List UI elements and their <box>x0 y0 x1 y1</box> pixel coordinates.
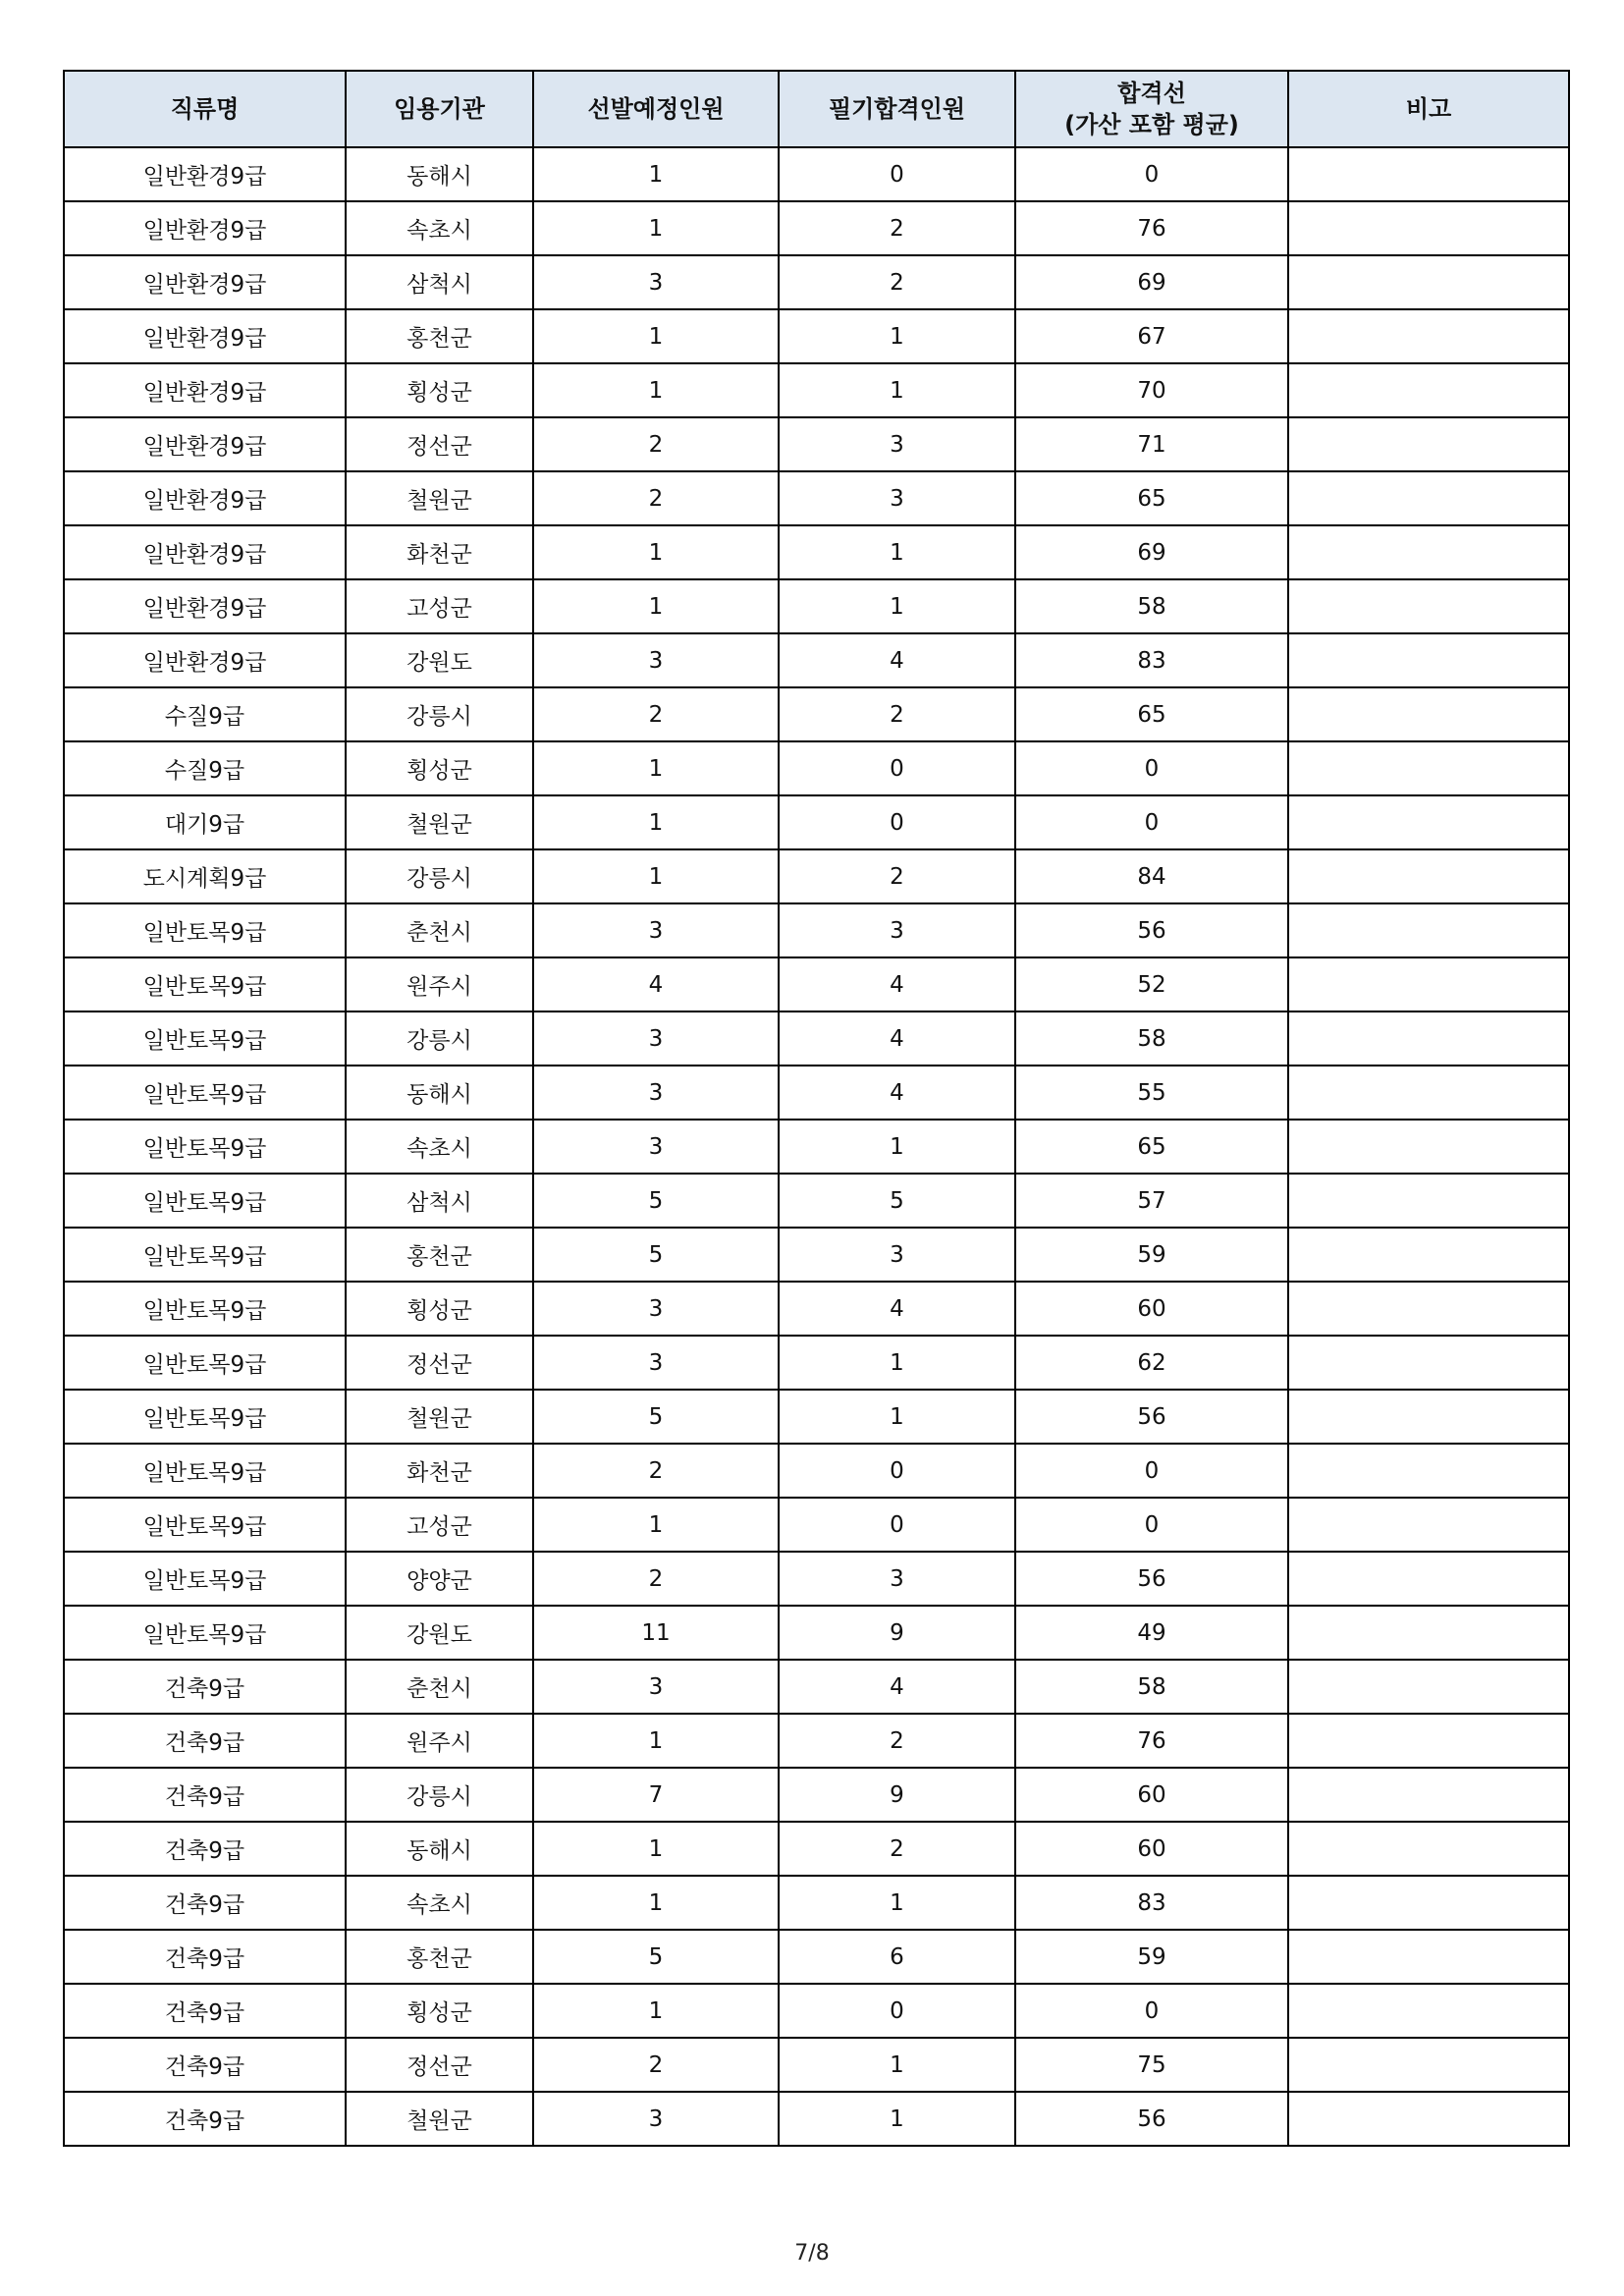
passed-count-cell: 3 <box>779 1228 1015 1282</box>
note-cell <box>1288 579 1569 633</box>
agency-cell: 철원군 <box>346 1390 533 1444</box>
table-row <box>64 255 1569 309</box>
agency-cell: 속초시 <box>346 1120 533 1174</box>
passed-count-cell: 3 <box>779 471 1015 525</box>
table-row <box>64 903 1569 957</box>
job-type-cell: 건축9급 <box>64 1822 346 1876</box>
note-cell <box>1288 1498 1569 1552</box>
table-row <box>64 201 1569 255</box>
agency-cell: 강릉시 <box>346 1768 533 1822</box>
table-row <box>64 1876 1569 1930</box>
cutline-cell: 69 <box>1015 255 1288 309</box>
job-type-cell: 건축9급 <box>64 2038 346 2092</box>
agency-cell: 속초시 <box>346 1876 533 1930</box>
table-row <box>64 741 1569 795</box>
planned-count-cell: 3 <box>533 2092 779 2146</box>
agency-cell: 홍천군 <box>346 1228 533 1282</box>
passed-count-cell: 0 <box>779 147 1015 201</box>
job-type-cell: 일반토목9급 <box>64 903 346 957</box>
agency-cell: 화천군 <box>346 1444 533 1498</box>
planned-count-cell: 5 <box>533 1174 779 1228</box>
cutline-cell: 58 <box>1015 1011 1288 1066</box>
planned-count-cell: 2 <box>533 1552 779 1606</box>
planned-count-cell: 4 <box>533 957 779 1011</box>
agency-cell: 강원도 <box>346 633 533 687</box>
passed-count-cell: 1 <box>779 579 1015 633</box>
passed-count-cell: 4 <box>779 1660 1015 1714</box>
table-row <box>64 633 1569 687</box>
job-type-cell: 일반토목9급 <box>64 1444 346 1498</box>
results-table <box>63 70 1570 2147</box>
note-cell <box>1288 1822 1569 1876</box>
note-cell <box>1288 1282 1569 1336</box>
agency-cell: 강릉시 <box>346 687 533 741</box>
cutline-cell: 58 <box>1015 579 1288 633</box>
header-passed-count <box>779 71 1015 147</box>
passed-count-cell: 5 <box>779 1174 1015 1228</box>
note-cell <box>1288 1660 1569 1714</box>
passed-count-cell: 4 <box>779 1066 1015 1120</box>
note-cell <box>1288 2092 1569 2146</box>
planned-count-cell: 1 <box>533 363 779 417</box>
passed-count-cell: 2 <box>779 255 1015 309</box>
table-row <box>64 525 1569 579</box>
planned-count-cell: 1 <box>533 147 779 201</box>
passed-count-cell: 2 <box>779 1822 1015 1876</box>
job-type-cell: 일반환경9급 <box>64 471 346 525</box>
job-type-cell: 일반토목9급 <box>64 1606 346 1660</box>
header-planned-count: 선발예정인원 <box>533 71 779 147</box>
passed-count-cell: 0 <box>779 795 1015 849</box>
passed-count-cell: 0 <box>779 741 1015 795</box>
passed-count-cell: 1 <box>779 1120 1015 1174</box>
table-row <box>64 2038 1569 2092</box>
planned-count-cell: 1 <box>533 1984 779 2038</box>
table-row <box>64 957 1569 1011</box>
cutline-cell: 0 <box>1015 147 1288 201</box>
passed-count-cell: 3 <box>779 417 1015 471</box>
table-row <box>64 417 1569 471</box>
job-type-cell: 수질9급 <box>64 687 346 741</box>
note-cell <box>1288 255 1569 309</box>
agency-cell: 철원군 <box>346 795 533 849</box>
note-cell <box>1288 201 1569 255</box>
planned-count-cell: 2 <box>533 2038 779 2092</box>
planned-count-cell: 1 <box>533 1822 779 1876</box>
passed-count-cell: 2 <box>779 687 1015 741</box>
job-type-cell: 일반환경9급 <box>64 363 346 417</box>
agency-cell: 춘천시 <box>346 903 533 957</box>
header-cutline <box>1015 71 1288 147</box>
note-cell <box>1288 1768 1569 1822</box>
table-row <box>64 1768 1569 1822</box>
table-row <box>64 795 1569 849</box>
table-row <box>64 1174 1569 1228</box>
cutline-cell: 0 <box>1015 1498 1288 1552</box>
agency-cell: 동해시 <box>346 1822 533 1876</box>
passed-count-cell: 4 <box>779 633 1015 687</box>
job-type-cell: 일반토목9급 <box>64 1390 346 1444</box>
note-cell <box>1288 1120 1569 1174</box>
cutline-cell: 76 <box>1015 201 1288 255</box>
table-row <box>64 1066 1569 1120</box>
table-row <box>64 687 1569 741</box>
planned-count-cell: 1 <box>533 795 779 849</box>
cutline-cell: 58 <box>1015 1660 1288 1714</box>
planned-count-cell: 3 <box>533 255 779 309</box>
job-type-cell: 일반토목9급 <box>64 1066 346 1120</box>
page-number: 7/8 <box>794 2241 830 2266</box>
job-type-cell: 건축9급 <box>64 1984 346 2038</box>
note-cell <box>1288 1552 1569 1606</box>
note-cell <box>1288 471 1569 525</box>
agency-cell: 고성군 <box>346 1498 533 1552</box>
job-type-cell: 일반환경9급 <box>64 201 346 255</box>
job-type-cell: 건축9급 <box>64 2092 346 2146</box>
planned-count-cell: 2 <box>533 417 779 471</box>
note-cell <box>1288 1930 1569 1984</box>
planned-count-cell: 3 <box>533 1120 779 1174</box>
passed-count-cell: 1 <box>779 1876 1015 1930</box>
cutline-cell: 60 <box>1015 1768 1288 1822</box>
note-cell <box>1288 363 1569 417</box>
header-cutline-title: 합격선 <box>1117 80 1186 107</box>
note-cell <box>1288 417 1569 471</box>
table-row <box>64 1984 1569 2038</box>
cutline-cell: 49 <box>1015 1606 1288 1660</box>
passed-count-cell: 6 <box>779 1930 1015 1984</box>
table-row <box>64 1444 1569 1498</box>
passed-count-cell: 1 <box>779 1390 1015 1444</box>
header-note: 비고 <box>1288 71 1569 147</box>
job-type-cell: 일반환경9급 <box>64 525 346 579</box>
note-cell <box>1288 1390 1569 1444</box>
cutline-cell: 56 <box>1015 1552 1288 1606</box>
planned-count-cell: 1 <box>533 309 779 363</box>
table-row <box>64 1822 1569 1876</box>
job-type-cell: 일반환경9급 <box>64 579 346 633</box>
table-row <box>64 1011 1569 1066</box>
passed-count-cell: 9 <box>779 1606 1015 1660</box>
job-type-cell: 도시계획9급 <box>64 849 346 903</box>
cutline-cell: 0 <box>1015 741 1288 795</box>
agency-cell: 춘천시 <box>346 1660 533 1714</box>
note-cell <box>1288 903 1569 957</box>
agency-cell: 횡성군 <box>346 363 533 417</box>
cutline-cell: 0 <box>1015 1984 1288 2038</box>
agency-cell: 정선군 <box>346 2038 533 2092</box>
header-passed-label: 필기합격인원 <box>828 95 966 123</box>
cutline-cell: 65 <box>1015 1120 1288 1174</box>
agency-cell: 동해시 <box>346 1066 533 1120</box>
job-type-cell: 일반환경9급 <box>64 633 346 687</box>
note-cell <box>1288 957 1569 1011</box>
job-type-cell: 일반환경9급 <box>64 309 346 363</box>
passed-count-cell: 1 <box>779 2038 1015 2092</box>
header-job-type: 직류명 <box>64 71 346 147</box>
note-cell <box>1288 1984 1569 2038</box>
note-cell <box>1288 633 1569 687</box>
agency-cell: 횡성군 <box>346 1984 533 2038</box>
passed-count-cell: 1 <box>779 2092 1015 2146</box>
job-type-cell: 건축9급 <box>64 1876 346 1930</box>
agency-cell: 철원군 <box>346 471 533 525</box>
cutline-cell: 59 <box>1015 1228 1288 1282</box>
table-row <box>64 1714 1569 1768</box>
note-cell <box>1288 1606 1569 1660</box>
agency-cell: 삼척시 <box>346 1174 533 1228</box>
job-type-cell: 일반토목9급 <box>64 957 346 1011</box>
note-cell <box>1288 525 1569 579</box>
planned-count-cell: 3 <box>533 1066 779 1120</box>
planned-count-cell: 1 <box>533 849 779 903</box>
note-cell <box>1288 1011 1569 1066</box>
table-row <box>64 2092 1569 2146</box>
note-cell <box>1288 1174 1569 1228</box>
passed-count-cell: 2 <box>779 849 1015 903</box>
agency-cell: 철원군 <box>346 2092 533 2146</box>
planned-count-cell: 3 <box>533 903 779 957</box>
table-row <box>64 471 1569 525</box>
note-cell <box>1288 795 1569 849</box>
job-type-cell: 건축9급 <box>64 1714 346 1768</box>
planned-count-cell: 2 <box>533 471 779 525</box>
passed-count-cell: 1 <box>779 363 1015 417</box>
planned-count-cell: 2 <box>533 687 779 741</box>
agency-cell: 횡성군 <box>346 1282 533 1336</box>
note-cell <box>1288 147 1569 201</box>
agency-cell: 원주시 <box>346 1714 533 1768</box>
note-cell <box>1288 309 1569 363</box>
cutline-cell: 84 <box>1015 849 1288 903</box>
note-cell <box>1288 2038 1569 2092</box>
cutline-cell: 65 <box>1015 687 1288 741</box>
passed-count-cell: 0 <box>779 1984 1015 2038</box>
cutline-cell: 83 <box>1015 1876 1288 1930</box>
note-cell <box>1288 1066 1569 1120</box>
note-cell <box>1288 1714 1569 1768</box>
planned-count-cell: 1 <box>533 1498 779 1552</box>
note-cell <box>1288 687 1569 741</box>
agency-cell: 횡성군 <box>346 741 533 795</box>
passed-count-cell: 1 <box>779 1336 1015 1390</box>
job-type-cell: 일반토목9급 <box>64 1120 346 1174</box>
agency-cell: 정선군 <box>346 1336 533 1390</box>
agency-cell: 강릉시 <box>346 1011 533 1066</box>
agency-cell: 강원도 <box>346 1606 533 1660</box>
planned-count-cell: 1 <box>533 1714 779 1768</box>
passed-count-cell: 2 <box>779 1714 1015 1768</box>
table-row <box>64 1282 1569 1336</box>
table-row <box>64 309 1569 363</box>
agency-cell: 홍천군 <box>346 309 533 363</box>
agency-cell: 동해시 <box>346 147 533 201</box>
planned-count-cell: 3 <box>533 1660 779 1714</box>
planned-count-cell: 2 <box>533 1444 779 1498</box>
cutline-cell: 52 <box>1015 957 1288 1011</box>
header-row <box>64 71 1569 147</box>
cutline-cell: 60 <box>1015 1822 1288 1876</box>
planned-count-cell: 1 <box>533 579 779 633</box>
cutline-cell: 67 <box>1015 309 1288 363</box>
passed-count-cell: 9 <box>779 1768 1015 1822</box>
planned-count-cell: 3 <box>533 633 779 687</box>
cutline-cell: 69 <box>1015 525 1288 579</box>
planned-count-cell: 3 <box>533 1282 779 1336</box>
agency-cell: 삼척시 <box>346 255 533 309</box>
job-type-cell: 일반토목9급 <box>64 1174 346 1228</box>
agency-cell: 홍천군 <box>346 1930 533 1984</box>
cutline-cell: 75 <box>1015 2038 1288 2092</box>
cutline-cell: 60 <box>1015 1282 1288 1336</box>
agency-cell: 원주시 <box>346 957 533 1011</box>
cutline-cell: 83 <box>1015 633 1288 687</box>
planned-count-cell: 1 <box>533 525 779 579</box>
note-cell <box>1288 1876 1569 1930</box>
job-type-cell: 대기9급 <box>64 795 346 849</box>
job-type-cell: 일반토목9급 <box>64 1498 346 1552</box>
cutline-cell: 71 <box>1015 417 1288 471</box>
job-type-cell: 수질9급 <box>64 741 346 795</box>
note-cell <box>1288 849 1569 903</box>
job-type-cell: 건축9급 <box>64 1930 346 1984</box>
planned-count-cell: 11 <box>533 1606 779 1660</box>
table-row <box>64 1120 1569 1174</box>
planned-count-cell: 5 <box>533 1228 779 1282</box>
job-type-cell: 일반토목9급 <box>64 1011 346 1066</box>
table-row <box>64 1660 1569 1714</box>
note-cell <box>1288 741 1569 795</box>
agency-cell: 정선군 <box>346 417 533 471</box>
table-row <box>64 1228 1569 1282</box>
planned-count-cell: 5 <box>533 1930 779 1984</box>
passed-count-cell: 2 <box>779 201 1015 255</box>
job-type-cell: 건축9급 <box>64 1660 346 1714</box>
table-row <box>64 1552 1569 1606</box>
planned-count-cell: 5 <box>533 1390 779 1444</box>
cutline-cell: 56 <box>1015 903 1288 957</box>
table-row <box>64 579 1569 633</box>
cutline-cell: 0 <box>1015 1444 1288 1498</box>
cutline-cell: 76 <box>1015 1714 1288 1768</box>
job-type-cell: 일반토목9급 <box>64 1336 346 1390</box>
header-agency: 임용기관 <box>346 71 533 147</box>
job-type-cell: 건축9급 <box>64 1768 346 1822</box>
agency-cell: 양양군 <box>346 1552 533 1606</box>
agency-cell: 고성군 <box>346 579 533 633</box>
cutline-cell: 0 <box>1015 795 1288 849</box>
planned-count-cell: 1 <box>533 1876 779 1930</box>
cutline-cell: 57 <box>1015 1174 1288 1228</box>
passed-count-cell: 1 <box>779 525 1015 579</box>
passed-count-cell: 3 <box>779 903 1015 957</box>
passed-count-cell: 3 <box>779 1552 1015 1606</box>
table-row <box>64 1498 1569 1552</box>
table-row <box>64 147 1569 201</box>
note-cell <box>1288 1228 1569 1282</box>
table-row <box>64 1390 1569 1444</box>
table-row <box>64 849 1569 903</box>
planned-count-cell: 1 <box>533 201 779 255</box>
agency-cell: 강릉시 <box>346 849 533 903</box>
job-type-cell: 일반토목9급 <box>64 1282 346 1336</box>
table-row <box>64 1336 1569 1390</box>
table-row <box>64 1606 1569 1660</box>
planned-count-cell: 3 <box>533 1336 779 1390</box>
agency-cell: 화천군 <box>346 525 533 579</box>
note-cell <box>1288 1336 1569 1390</box>
cutline-cell: 70 <box>1015 363 1288 417</box>
planned-count-cell: 3 <box>533 1011 779 1066</box>
job-type-cell: 일반토목9급 <box>64 1552 346 1606</box>
job-type-cell: 일반환경9급 <box>64 255 346 309</box>
note-cell <box>1288 1444 1569 1498</box>
job-type-cell: 일반토목9급 <box>64 1228 346 1282</box>
cutline-cell: 62 <box>1015 1336 1288 1390</box>
passed-count-cell: 1 <box>779 309 1015 363</box>
job-type-cell: 일반환경9급 <box>64 147 346 201</box>
passed-count-cell: 4 <box>779 957 1015 1011</box>
cutline-cell: 65 <box>1015 471 1288 525</box>
table-row <box>64 363 1569 417</box>
passed-count-cell: 4 <box>779 1282 1015 1336</box>
table-row <box>64 1930 1569 1984</box>
agency-cell: 속초시 <box>346 201 533 255</box>
planned-count-cell: 1 <box>533 741 779 795</box>
cutline-cell: 56 <box>1015 1390 1288 1444</box>
planned-count-cell: 7 <box>533 1768 779 1822</box>
passed-count-cell: 4 <box>779 1011 1015 1066</box>
cutline-cell: 56 <box>1015 2092 1288 2146</box>
cutline-cell: 55 <box>1015 1066 1288 1120</box>
table-body <box>64 147 1569 2146</box>
passed-count-cell: 0 <box>779 1444 1015 1498</box>
passed-count-cell: 0 <box>779 1498 1015 1552</box>
header-cutline-subtitle: (가산 포함 평균) <box>1064 111 1239 138</box>
job-type-cell: 일반환경9급 <box>64 417 346 471</box>
cutline-cell: 59 <box>1015 1930 1288 1984</box>
